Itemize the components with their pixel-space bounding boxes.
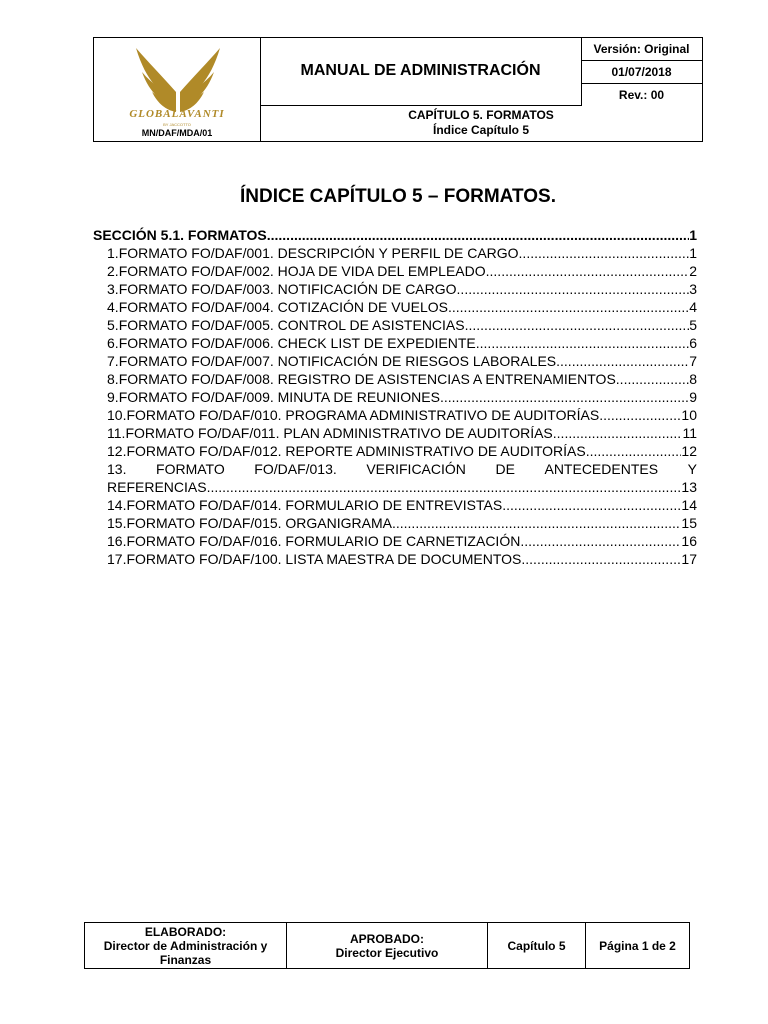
title-cell — [260, 38, 582, 106]
toc-entry-number: 9. — [107, 389, 119, 405]
document-code: MN/DAF/MDA/01 — [141, 128, 213, 138]
toc-entry-text: FORMATO FO/DAF/002. HOJA DE VIDA DEL EMPLEADO — [118, 263, 486, 279]
toc-entry-number: 6. — [107, 335, 119, 351]
footer-page-number: Página 1 de 2 — [599, 938, 676, 953]
toc-entry-number: 10. — [107, 407, 127, 423]
toc-entry[interactable] — [93, 550, 697, 568]
toc-entry-word: FO/DAF/013. — [254, 461, 337, 477]
toc-entry-page: 15 — [681, 515, 697, 531]
logo-cell — [94, 38, 261, 141]
toc-entry-number: 8. — [107, 371, 119, 387]
toc-leader — [556, 352, 689, 370]
toc-entry-page: 17 — [681, 551, 697, 567]
chapter-index-label: Índice Capítulo 5 — [432, 123, 529, 137]
chapter-footer-cell — [488, 923, 586, 968]
toc-entry[interactable] — [93, 334, 697, 352]
page-number-cell — [586, 923, 689, 968]
logo-subtext: BY JACCOTTO — [163, 122, 191, 127]
toc-entry-word: VERIFICACIÓN — [366, 461, 466, 477]
toc-entry-page: 11 — [682, 425, 697, 441]
toc-leader — [519, 244, 690, 262]
version-meta — [581, 38, 702, 106]
toc-leader — [599, 406, 681, 424]
toc-entry-number: 1. — [107, 245, 119, 261]
toc-entry-text: FORMATO FO/DAF/011. PLAN ADMINISTRATIVO DE AUDITORÍAS — [125, 425, 553, 441]
toc-entry-page: 8 — [689, 371, 697, 387]
toc-entry-number: 14. — [107, 497, 127, 513]
toc-entry[interactable] — [93, 406, 697, 424]
document-footer — [84, 922, 690, 969]
toc-entry-text: FORMATO FO/DAF/010. PROGRAMA ADMINISTRATIVO DE AUDITORÍAS — [126, 407, 600, 423]
toc-leader — [207, 478, 682, 496]
toc-entry-word: DE — [495, 461, 515, 477]
approved-label: APROBADO: — [350, 931, 424, 946]
toc-entry-word: FORMATO — [156, 461, 225, 477]
footer-chapter: Capítulo 5 — [507, 938, 566, 953]
toc-entry-page: 3 — [689, 281, 697, 297]
toc-entry-number: 4. — [107, 299, 119, 315]
toc-section[interactable] — [93, 226, 697, 244]
toc-entry-text: FORMATO FO/DAF/012. REPORTE ADMINISTRATIVO DE AUDITORÍAS — [126, 443, 586, 459]
version-label: Versión: Original — [581, 38, 702, 61]
toc-entry-number: 3. — [107, 281, 119, 297]
toc-entry-page: 4 — [689, 299, 697, 315]
toc-entry-number: 2. — [107, 263, 119, 279]
toc-entry[interactable] — [93, 370, 697, 388]
toc-entry-page: 5 — [689, 317, 697, 333]
approved-by: Director Ejecutivo — [335, 945, 439, 960]
toc-entry-text: FORMATO FO/DAF/016. FORMULARIO DE CARNETIZACIÓN — [126, 533, 521, 549]
logo-wordmark: GLOBALAVANTI — [129, 108, 225, 120]
toc-entry[interactable] — [93, 262, 697, 280]
toc-entry-page: 7 — [689, 353, 697, 369]
toc-entry[interactable] — [93, 244, 697, 262]
toc-entry-text: FORMATO FO/DAF/009. MINUTA DE REUNIONES — [118, 389, 440, 405]
toc-entry-text: FORMATO FO/DAF/003. NOTIFICACIÓN DE CARGO — [118, 281, 457, 297]
toc-leader — [502, 496, 681, 514]
toc-entry-text: FORMATO FO/DAF/006. CHECK LIST DE EXPEDIENTE — [118, 335, 476, 351]
toc-entry-text: FORMATO FO/DAF/001. DESCRIPCIÓN Y PERFIL DE CARGO — [118, 245, 519, 261]
toc-entry-text: FORMATO FO/DAF/014. FORMULARIO DE ENTREVISTAS — [126, 497, 503, 513]
toc-entry-number: 5. — [107, 317, 119, 333]
toc-entry-text: FORMATO FO/DAF/005. CONTROL DE ASISTENCIAS — [118, 317, 465, 333]
document-header — [93, 37, 703, 142]
toc-leader — [448, 298, 689, 316]
toc-entry-page: 13 — [681, 479, 697, 495]
toc-entry[interactable] — [93, 424, 697, 442]
toc-entry-page: 2 — [689, 263, 697, 279]
toc-entry-page: 12 — [681, 443, 697, 459]
toc-entry[interactable] — [93, 298, 697, 316]
toc-entry-word: Y — [687, 461, 697, 477]
toc-entry[interactable] — [93, 442, 697, 460]
chapter-title: CAPÍTULO 5. FORMATOS — [408, 108, 554, 122]
version-date: 01/07/2018 — [581, 61, 702, 84]
toc-leader — [486, 262, 690, 280]
toc-entry-number: 7. — [107, 353, 119, 369]
toc-entry[interactable] — [93, 514, 697, 532]
toc-entry-page: 1 — [689, 245, 697, 261]
prepared-by: Director de Administración y Finanzas — [103, 938, 268, 967]
toc-entry-page: 6 — [689, 335, 697, 351]
toc-section-label: SECCIÓN 5.1. FORMATOS — [93, 227, 267, 243]
toc-leader — [392, 514, 681, 532]
toc-entry-page: 16 — [681, 533, 697, 549]
table-of-contents — [93, 226, 697, 568]
toc-entry-number: 17. — [107, 551, 127, 567]
toc-leader — [586, 442, 682, 460]
manual-title: MANUAL DE ADMINISTRACIÓN — [300, 62, 541, 79]
toc-entry[interactable] — [93, 280, 697, 298]
toc-leader — [457, 280, 690, 298]
toc-entry-number: 15. — [107, 515, 127, 531]
toc-leader — [440, 388, 689, 406]
toc-leader — [267, 226, 689, 244]
toc-entry-page: 9 — [689, 389, 697, 405]
toc-entry[interactable] — [93, 388, 697, 406]
prepared-cell — [85, 923, 287, 968]
toc-leader — [521, 550, 681, 568]
toc-entry-word: ANTECEDENTES — [544, 461, 659, 477]
toc-entry-number: 16. — [107, 533, 127, 549]
toc-entry[interactable] — [93, 316, 697, 334]
toc-entry-text: FORMATO FO/DAF/004. COTIZACIÓN DE VUELOS — [118, 299, 448, 315]
revision-label: Rev.: 00 — [618, 88, 665, 102]
toc-leader — [520, 532, 681, 550]
toc-leader — [465, 316, 690, 334]
toc-entry[interactable] — [93, 460, 697, 478]
toc-entry[interactable] — [93, 496, 697, 514]
toc-leader — [476, 334, 689, 352]
toc-entry-continuation[interactable] — [93, 478, 697, 496]
prepared-label: ELABORADO: — [144, 924, 227, 939]
toc-entry-text: FORMATO FO/DAF/008. REGISTRO DE ASISTENCIAS A ENTRENAMIENTOS — [118, 371, 616, 387]
index-title: ÍNDICE CAPÍTULO 5 – FORMATOS. — [240, 186, 556, 207]
toc-entry-page: 10 — [681, 407, 697, 423]
toc-entry-number: 13. — [107, 461, 127, 477]
toc-entry-text: FORMATO FO/DAF/015. ORGANIGRAMA — [126, 515, 392, 531]
approved-cell — [287, 923, 488, 968]
toc-entry-number: 11. — [107, 425, 126, 441]
toc-leader — [616, 370, 689, 388]
toc-entry-page: 14 — [681, 497, 697, 513]
toc-leader — [553, 424, 683, 442]
toc-entry-number: 12. — [107, 443, 127, 459]
toc-entry[interactable] — [93, 532, 697, 550]
toc-entry-text: REFERENCIAS — [107, 479, 207, 495]
chapter-cell — [260, 105, 702, 141]
toc-entry-text: FORMATO FO/DAF/007. NOTIFICACIÓN DE RIESGOS LABORALES — [118, 353, 557, 369]
toc-entry-text: FORMATO FO/DAF/100. LISTA MAESTRA DE DOCUMENTOS — [126, 551, 522, 567]
toc-section-page: 1 — [689, 227, 697, 243]
toc-entry[interactable] — [93, 352, 697, 370]
